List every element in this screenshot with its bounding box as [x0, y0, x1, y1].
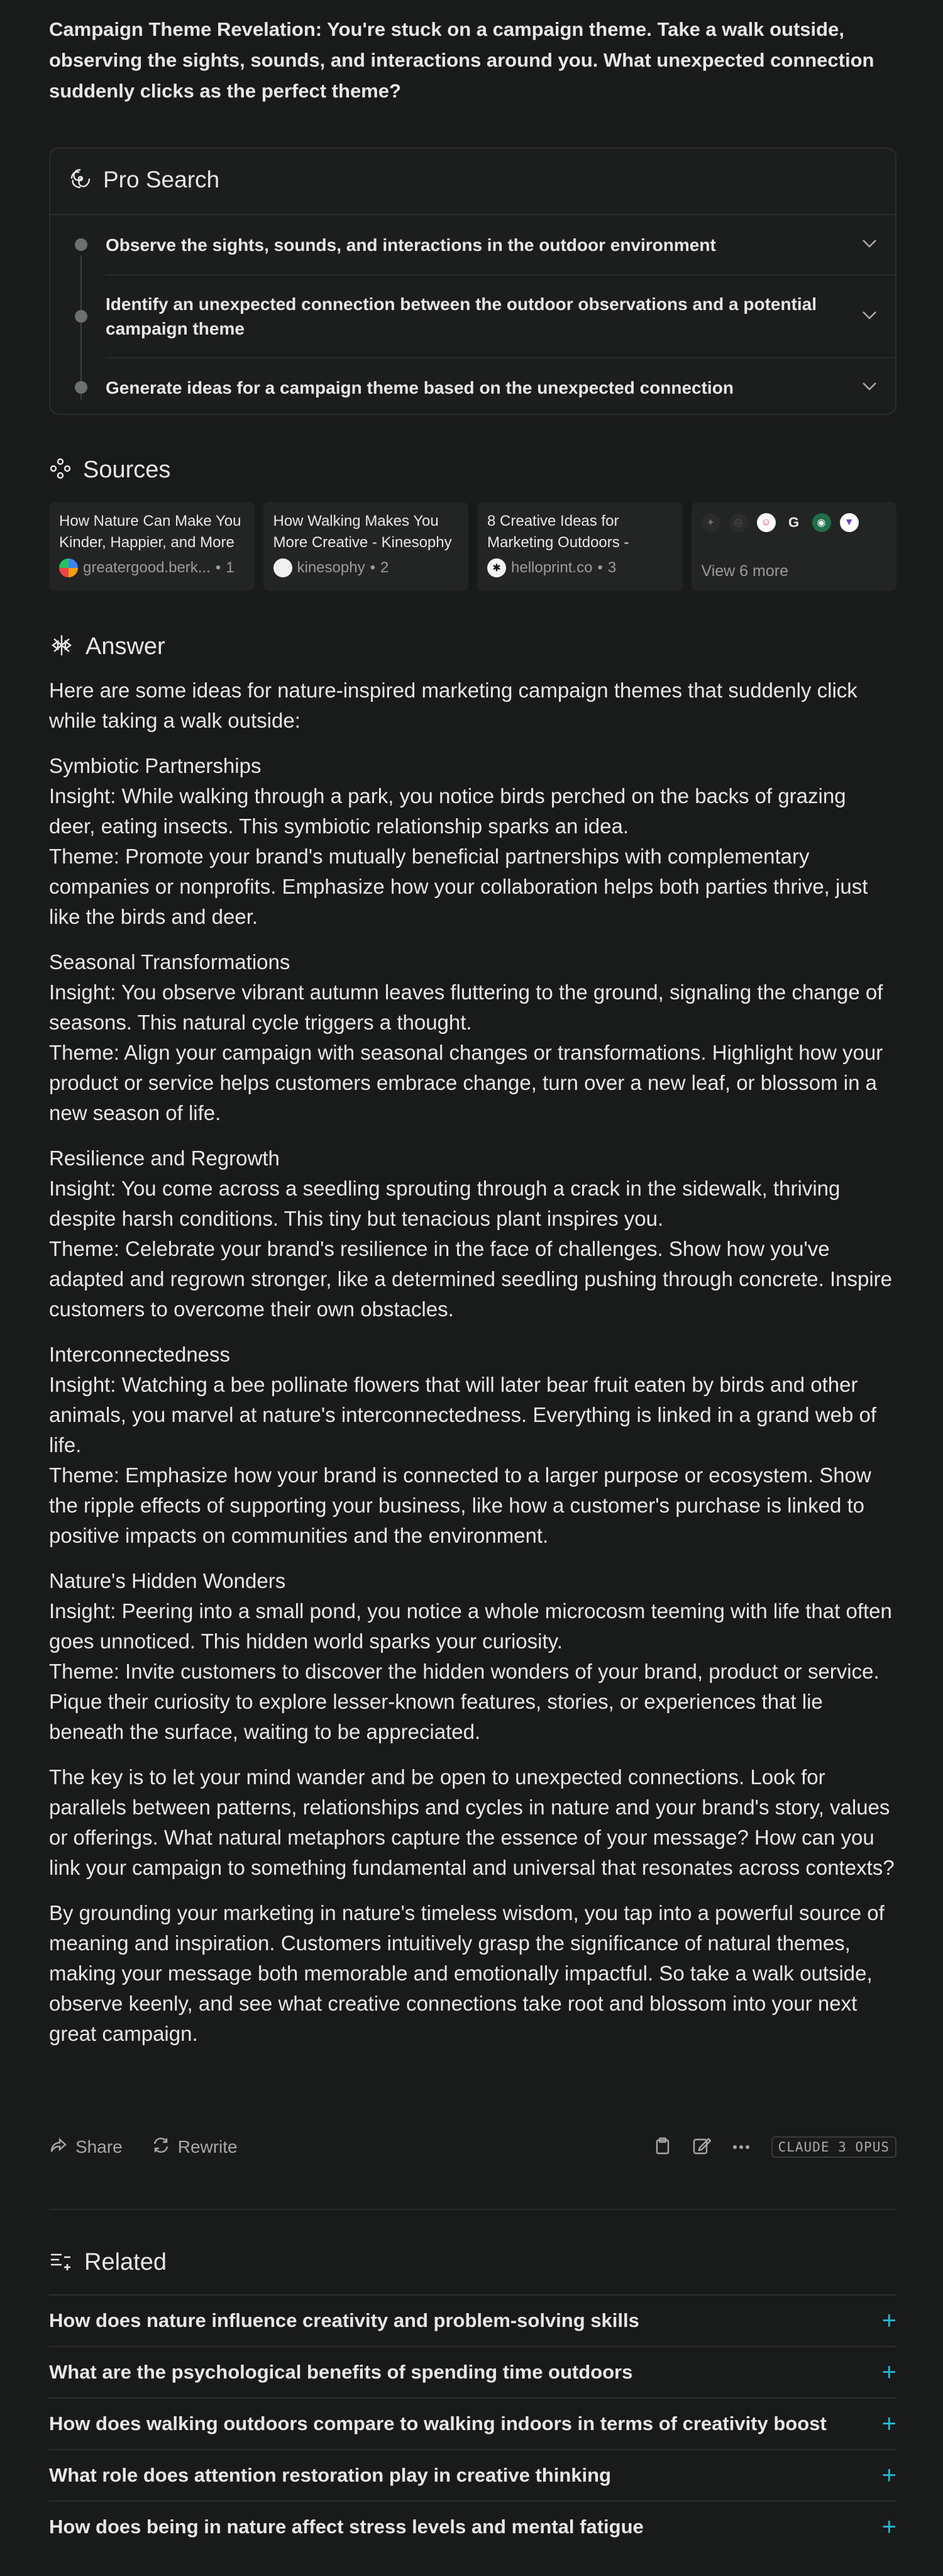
source-domain: greatergood.berk...: [83, 559, 211, 576]
red-site-favicon-icon: ☺: [757, 513, 776, 532]
view-more-sources[interactable]: [692, 502, 897, 591]
step-done-icon: [75, 238, 87, 251]
related-question-label: How does being in nature affect stress levels and mental fatigue: [49, 2516, 644, 2538]
answer-closing: The key is to let your mind wander and be open to unexpected connections. Look for parallels between patterns, relationships and cycles in nature and your brand's story, values or offerings. What natural metaphors capture the essence of your message? How can you link your campaign to something fundamental and universal that resonates across contexts?: [49, 1765, 895, 1879]
source-index: 3: [607, 559, 617, 576]
divider: [49, 2209, 896, 2210]
green-site-favicon-icon: ◉: [812, 513, 831, 532]
source-title: How Walking Makes You More Creative - Kinesophy: [273, 513, 452, 551]
rewrite-label: Rewrite: [177, 2137, 238, 2157]
dark-site-favicon-icon: ◎: [729, 513, 748, 532]
theme-heading: Resilience and Regrowth: [49, 1146, 280, 1170]
theme-description: Theme: Promote your brand's mutually beneficial partnerships with complementary companies or nonprofits. Emphasize how your collaboration helps both parties thrive, just like the birds and deer.: [49, 845, 868, 928]
bullet-separator: •: [370, 559, 375, 576]
more-favicons: [702, 513, 887, 532]
plus-icon[interactable]: +: [881, 2307, 896, 2334]
source-meta: [487, 558, 673, 577]
answer-header: [49, 633, 165, 661]
theme-heading: Interconnectedness: [49, 1343, 231, 1366]
pro-search-step[interactable]: [50, 215, 895, 274]
theme-description: Theme: Align your campaign with seasonal changes or transformations. Highlight how your product or service helps customers embrace change, turn over a new leaf, or blossom in a new season of life.: [49, 1041, 883, 1124]
answer-title: Answer: [85, 633, 165, 660]
source-title: How Nature Can Make You Kinder, Happier, and More: [59, 513, 241, 551]
pro-search-title: Pro Search: [103, 167, 220, 192]
plus-icon[interactable]: +: [881, 2358, 896, 2386]
pro-search-panel: [49, 147, 896, 415]
step-done-icon: [75, 310, 87, 323]
answer-intro: Here are some ideas for nature-inspired marketing campaign themes that suddenly click while taking a walk outside:: [49, 679, 858, 732]
theme-block: [49, 1566, 898, 1747]
answer-actions: [49, 2133, 896, 2161]
step-label: Generate ideas for a campaign theme based on the unexpected connection: [106, 377, 734, 397]
chevron-down-icon[interactable]: [861, 310, 878, 323]
source-title: 8 Creative Ideas for Marketing Outdoors -: [487, 513, 629, 551]
sources-header: [49, 457, 170, 484]
source-card[interactable]: [263, 502, 469, 591]
source-meta: [273, 558, 459, 577]
rewrite-icon: [152, 2136, 170, 2159]
share-icon: [49, 2136, 68, 2159]
related-question-label: What role does attention restoration play in creative thinking: [49, 2464, 611, 2486]
theme-heading: Nature's Hidden Wonders: [49, 1569, 286, 1592]
step-label: Observe the sights, sounds, and interactions in the outdoor environment: [106, 235, 716, 255]
theme-heading: Seasonal Transformations: [49, 950, 290, 974]
source-card[interactable]: [49, 502, 255, 591]
more-options-icon[interactable]: [732, 2141, 750, 2153]
chevron-down-icon[interactable]: [861, 381, 878, 394]
plus-icon[interactable]: +: [881, 2513, 896, 2541]
source-meta: [59, 558, 245, 577]
pro-search-steps: [50, 215, 895, 416]
related-title: Related: [84, 2249, 167, 2275]
pro-search-header: [69, 165, 219, 195]
answer-tools: [654, 2136, 896, 2158]
theme-block: [49, 751, 898, 932]
pro-search-step[interactable]: [50, 358, 895, 416]
bullet-separator: •: [215, 559, 221, 576]
bullet-separator: •: [597, 559, 603, 576]
pro-search-step[interactable]: [50, 275, 895, 357]
source-index: 1: [226, 559, 234, 576]
source-domain: helloprint.co: [511, 559, 593, 576]
theme-insight: Insight: Peering into a small pond, you notice a whole microcosm teeming with life that often goes unnoticed. This hidden world sparks your curiosity.: [49, 1599, 892, 1653]
related-question-label: What are the psychological benefits of spending time outdoors: [49, 2361, 633, 2383]
rewrite-button[interactable]: [152, 2136, 238, 2159]
step-done-icon: [75, 381, 87, 394]
view-more-label: View 6 more: [701, 562, 788, 580]
theme-insight: Insight: You observe vibrant autumn leaves fluttering to the ground, signaling the change of seasons. This natural cycle triggers a thought.: [49, 980, 883, 1034]
related-question-label: How does walking outdoors compare to walking indoors in terms of creativity boost: [49, 2412, 827, 2434]
source-domain: kinesophy: [297, 559, 365, 576]
related-question[interactable]: [49, 2346, 896, 2397]
related-question[interactable]: [49, 2294, 896, 2346]
edit-icon[interactable]: [692, 2136, 711, 2158]
sources-list: [49, 502, 896, 591]
model-badge: CLAUDE 3 OPUS: [771, 2136, 896, 2158]
chevron-down-icon[interactable]: [861, 238, 878, 252]
related-question-label: How does nature influence creativity and problem-solving skills: [49, 2309, 639, 2331]
related-list: [49, 2294, 896, 2552]
theme-description: Theme: Celebrate your brand's resilience in the face of challenges. Show how you've adapted and regrown stronger, like a determined seedling pushing through concrete. Inspire customers to overcome their own obstacles.: [49, 1237, 893, 1321]
sparkle-favicon-icon: ✦: [702, 513, 720, 532]
theme-block: [49, 1340, 898, 1551]
step-label: Identify an unexpected connection between the outdoor observations and a potential campaign theme: [106, 294, 817, 338]
source-card[interactable]: [477, 502, 683, 591]
question-title: Campaign Theme Revelation: You're stuck on a campaign theme. Take a walk outside, observing the sights, sounds, and interactions around you. What unexpected connection suddenly clicks as the perfect theme?: [49, 18, 874, 102]
plus-icon[interactable]: +: [881, 2462, 896, 2489]
share-button[interactable]: [49, 2136, 123, 2159]
helloprint-favicon-icon: ✱: [487, 558, 506, 577]
related-question[interactable]: [49, 2449, 896, 2501]
theme-heading: Symbiotic Partnerships: [49, 754, 262, 777]
pro-search-icon: [69, 167, 92, 193]
theme-insight: Insight: While walking through a park, you notice birds perched on the backs of grazing deer, eating insects. This symbiotic relationship sparks an idea.: [49, 784, 846, 838]
plus-icon[interactable]: +: [881, 2410, 896, 2438]
theme-insight: Insight: You come across a seedling sprouting through a crack in the sidewalk, thriving despite harsh conditions. This tiny but tenacious plant inspires you.: [49, 1177, 841, 1230]
kinesophy-favicon-icon: [273, 558, 292, 577]
related-icon: [49, 2251, 73, 2274]
answer-closing: By grounding your marketing in nature's timeless wisdom, you tap into a powerful source of meaning and inspiration. Customers intuitively grasp the significance of natural themes, making your message both memorable and emotionally impactful. So take a walk outside, observe keenly, and see what creative connections take root and blossom into your next great campaign.: [49, 1901, 885, 2045]
purple-site-favicon-icon: ▼: [840, 513, 859, 532]
g-site-favicon-icon: G: [785, 513, 803, 532]
source-index: 2: [380, 559, 389, 576]
related-question[interactable]: [49, 2397, 896, 2449]
theme-description: Theme: Emphasize how your brand is connected to a larger purpose or ecosystem. Show the ripple effects of supporting your business, like how a customer's purchase is linked to positive impacts on communities and the environment.: [49, 1463, 871, 1547]
copy-icon[interactable]: [654, 2136, 671, 2158]
greatergood-favicon-icon: [59, 558, 78, 577]
theme-insight: Insight: Watching a bee pollinate flowers that will later bear fruit eaten by birds and other animals, you marvel at nature's interconnectedness. Everything is linked in a grand web of life.: [49, 1373, 877, 1457]
sources-icon: [49, 457, 72, 483]
answer-icon: [49, 633, 74, 661]
share-label: Share: [75, 2137, 123, 2157]
theme-block: [49, 1143, 898, 1324]
theme-description: Theme: Invite customers to discover the hidden wonders of your brand, product or service. Pique their curiosity to explore lesser-known features, stories, or experiences that lie beneath the surface, waiting to be appreciated.: [49, 1660, 880, 1743]
answer-body: [49, 675, 898, 2064]
related-header: [49, 2249, 167, 2276]
theme-block: [49, 947, 898, 1128]
related-question[interactable]: [49, 2501, 896, 2552]
sources-title: Sources: [83, 457, 171, 483]
